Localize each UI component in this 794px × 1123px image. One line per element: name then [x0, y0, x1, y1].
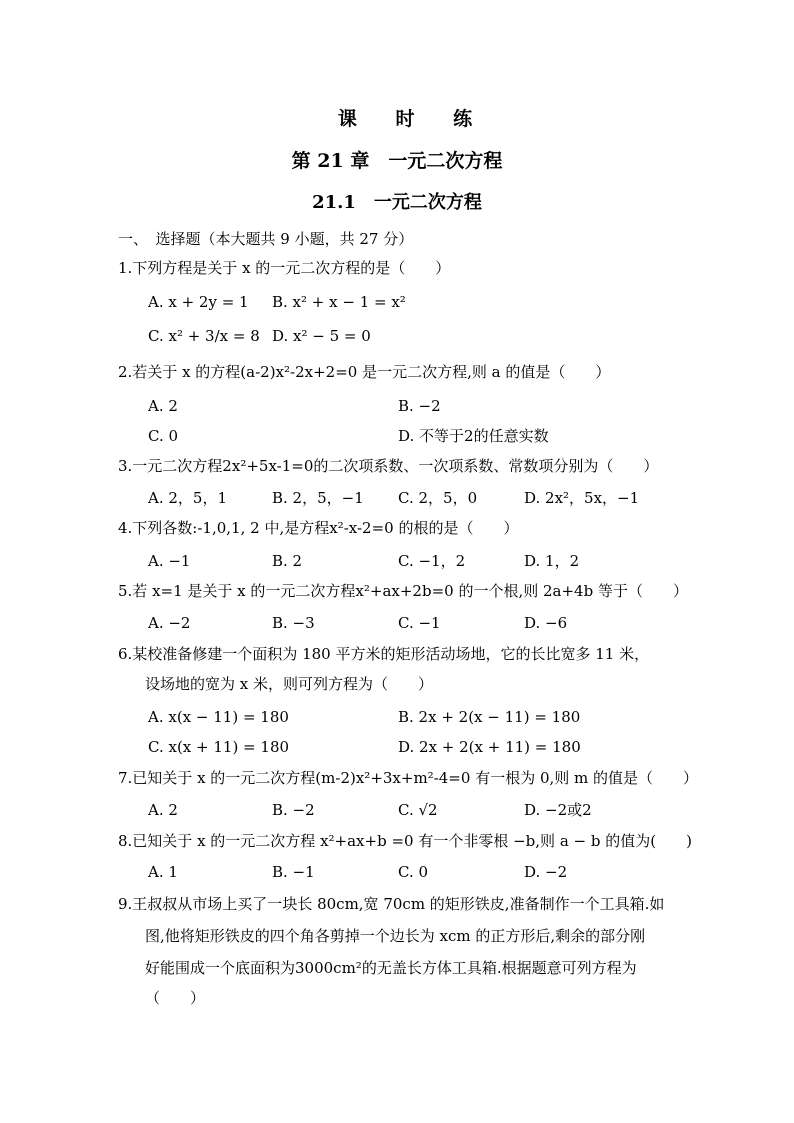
q7-option-c: C. √2	[398, 801, 438, 819]
q7-option-a: A. 2	[148, 801, 178, 819]
q5-option-d: D. −6	[524, 614, 568, 632]
q2-option-d: D. 不等于2的任意实数	[398, 427, 549, 445]
question-3-stem: 3.一元二次方程2x²+5x-1=0的二次项系数、一次项系数、常数项分别为（ ）	[118, 457, 659, 475]
question-6-stem: 6.某校准备修建一个面积为 180 平方米的矩形活动场地，它的长比宽多 11 米，	[118, 645, 650, 663]
q4-option-a: A. −1	[148, 552, 191, 570]
q5-option-a: A. −2	[148, 614, 191, 632]
question-6-stem-cont: 设场地的宽为 x 米，则可列方程为（ ）	[145, 675, 433, 693]
question-8-stem: 8.已知关于 x 的一元二次方程 x²+ax+b =0 有一个非零根 −b,则 a − b 的值为( )	[118, 832, 692, 850]
q2-option-a: A. 2	[148, 397, 178, 415]
q6-option-d: D. 2x + 2(x + 11) = 180	[398, 738, 581, 756]
q5-option-b: B. −3	[272, 614, 315, 632]
question-4-stem: 4.下列各数:-1,0,1, 2 中,是方程x²-x-2=0 的根的是（ ）	[118, 519, 519, 537]
q1-option-d: D. x² − 5 = 0	[272, 327, 371, 345]
q8-option-d: D. −2	[524, 863, 568, 881]
q7-option-b: B. −2	[272, 801, 315, 819]
q3-option-b: B. 2，5，−1	[272, 489, 364, 507]
q4-option-b: B. 2	[272, 552, 303, 570]
q8-option-b: B. −1	[272, 863, 315, 881]
q8-option-c: C. 0	[398, 863, 429, 881]
q5-option-c: C. −1	[398, 614, 441, 632]
q3-option-a: A. 2，5，1	[148, 489, 227, 507]
q7-option-d: D. −2或2	[524, 801, 592, 819]
q6-option-c: C. x(x + 11) = 180	[148, 738, 290, 756]
q1-option-a: A. x + 2y = 1	[148, 293, 249, 311]
q6-option-b: B. 2x + 2(x − 11) = 180	[398, 708, 581, 726]
q4-option-c: C. −1，2	[398, 552, 466, 570]
question-7-stem: 7.已知关于 x 的一元二次方程(m-2)x²+3x+m²-4=0 有一根为 0,则 m 的值是（ ）	[118, 769, 699, 787]
chapter-title: 第 21 章 一元二次方程	[291, 150, 503, 172]
question-2-stem: 2.若关于 x 的方程(a-2)x²-2x+2=0 是一元二次方程,则 a 的值是（ ）	[118, 363, 611, 381]
q1-option-c: C. x² + 3/x = 8	[148, 327, 260, 345]
question-1-stem: 1.下列方程是关于 x 的一元二次方程的是（ ）	[118, 259, 451, 277]
question-9-stem: 9.王叔叔从市场上买了一块长 80cm,宽 70cm 的矩形铁皮,准备制作一个工具箱.如	[118, 895, 665, 913]
q8-option-a: A. 1	[148, 863, 178, 881]
question-9-stem-cont-1: 图,他将矩形铁皮的四个角各剪掉一个边长为 xcm 的正方形后,剩余的部分刚	[145, 927, 646, 945]
q3-option-d: D. 2x²，5x，−1	[524, 489, 640, 507]
page-title: 课 时 练	[337, 108, 489, 130]
question-9-stem-cont-2: 好能围成一个底面积为3000cm²的无盖长方体工具箱.根据题意可列方程为	[145, 959, 637, 977]
part-heading: 一、 选择题（本大题共 9 小题，共 27 分）	[118, 230, 414, 248]
section-title: 21.1 一元二次方程	[312, 192, 482, 213]
q2-option-c: C. 0	[148, 427, 179, 445]
q3-option-c: C. 2，5，0	[398, 489, 478, 507]
q6-option-a: A. x(x − 11) = 180	[148, 708, 289, 726]
q2-option-b: B. −2	[398, 397, 441, 415]
q1-option-b: B. x² + x − 1 = x²	[272, 293, 406, 311]
question-5-stem: 5.若 x=1 是关于 x 的一元二次方程x²+ax+2b=0 的一个根,则 2a+4b 等于（ ）	[118, 582, 688, 600]
q4-option-d: D. 1，2	[524, 552, 580, 570]
question-9-stem-cont-3: （ ）	[145, 989, 206, 1007]
